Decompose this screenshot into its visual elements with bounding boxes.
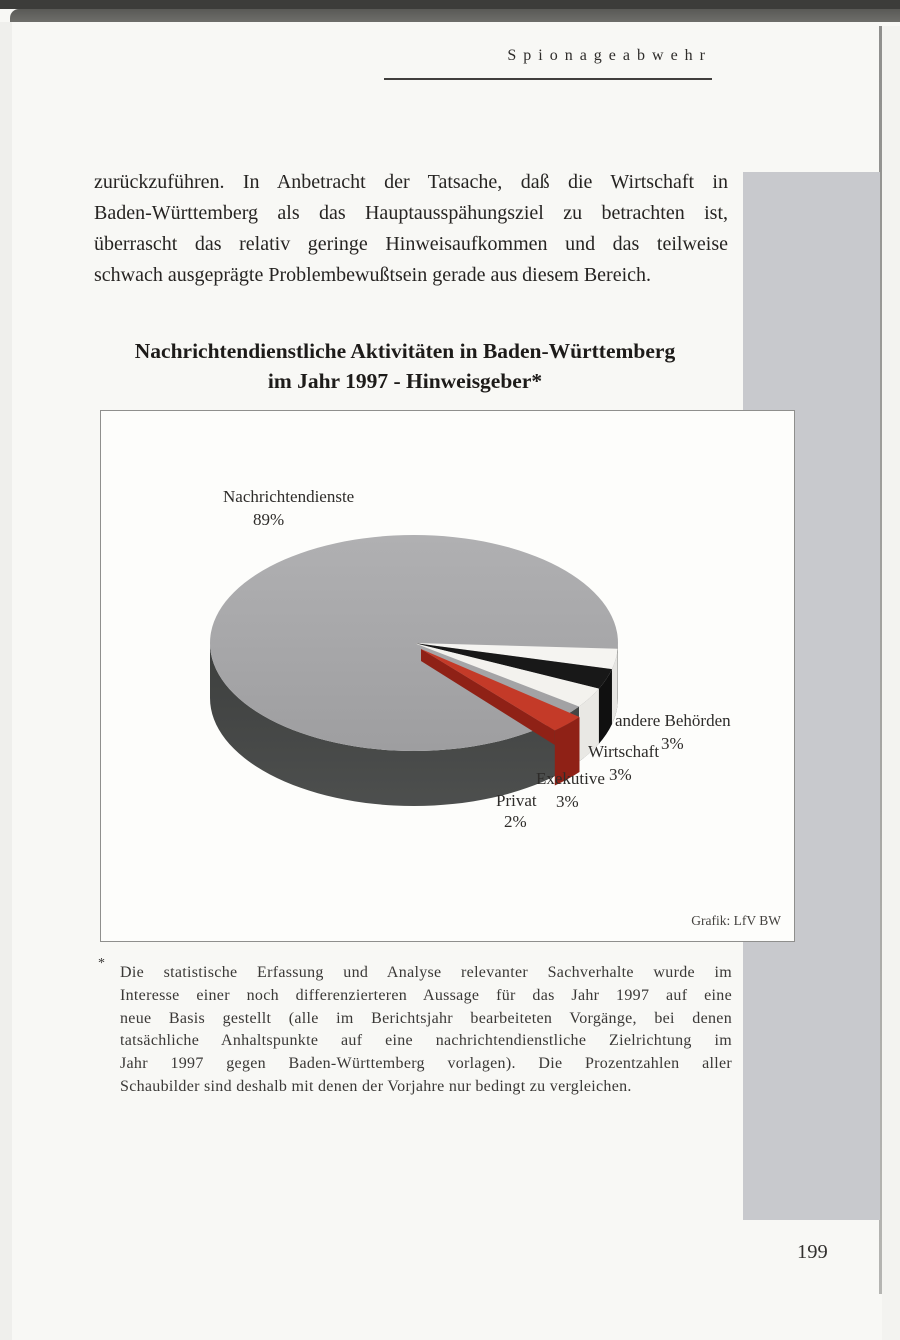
chart-credit: Grafik: LfV BW xyxy=(691,913,781,928)
pie-value-wirtschaft: 3% xyxy=(609,765,632,784)
footnote-line: Interesse einer noch differenzierteren Aussage für das Jahr 1997 auf eine xyxy=(120,986,732,1004)
pie-label-wirtschaft: Wirtschaft xyxy=(588,742,660,761)
footnote-line: tatsächliche Anhaltspunkte auf eine nachrichtendienstliche Zielrichtung im xyxy=(120,1032,732,1050)
footnote-marker: * xyxy=(98,956,105,971)
chart-title xyxy=(55,336,755,396)
scan-right-margin xyxy=(882,26,900,1340)
pie-chart-3d xyxy=(101,411,794,939)
pie-label-nachrichtendienste: Nachrichtendienste xyxy=(223,487,355,506)
footnote xyxy=(120,962,732,1099)
pie-value-exekutive: 3% xyxy=(556,792,579,811)
pie-label-privat: Privat xyxy=(496,791,537,810)
scan-top-edge-inner xyxy=(10,9,900,22)
chart-title-line1: Nachrichtendienstliche Aktivitäten in Baden-Württemberg xyxy=(134,339,676,363)
intro-line: zurückzuführen. In Anbetracht der Tatsache, daß die Wirtschaft in xyxy=(94,171,728,193)
intro-line: überrascht das relativ geringe Hinweisaufkommen und das teilweise xyxy=(94,233,728,255)
running-head-rule xyxy=(384,78,712,80)
pie-label-exekutive: Exekutive xyxy=(536,769,605,788)
footnote-line: Schaubilder sind deshalb mit denen der Vorjahre nur bedingt zu vergleichen. xyxy=(120,1077,632,1095)
pie-value-privat: 2% xyxy=(504,812,527,831)
pie-value-nachrichtendienste: 89% xyxy=(253,510,285,529)
footnote-line: Die statistische Erfassung und Analyse relevanter Sachverhalte wurde im xyxy=(120,964,732,981)
running-head: Spionageabwehr xyxy=(507,47,712,64)
chart-title-line2: im Jahr 1997 - Hinweisgeber* xyxy=(267,369,543,393)
page-number: 199 xyxy=(797,1241,828,1263)
footnote-line: neue Basis gestellt (alle im Berichtsjahr bearbeiteten Vorgänge, bei denen xyxy=(120,1009,732,1027)
footnote-line: Jahr 1997 gegen Baden-Württemberg vorlagen). Die Prozentzahlen aller xyxy=(120,1055,732,1073)
intro-line: Baden-Württemberg als das Hauptausspähungsziel zu betrachten ist, xyxy=(94,202,728,224)
scan-left-margin xyxy=(0,22,12,1340)
scan-top-edge xyxy=(0,0,900,9)
chart-frame xyxy=(100,410,795,942)
pie-value-andere-behoerden: 3% xyxy=(661,734,684,753)
intro-line: schwach ausgeprägte Problembewußtsein gerade aus diesem Bereich. xyxy=(94,264,652,286)
intro-paragraph xyxy=(94,167,728,291)
pie-label-andere-behoerden: andere Behörden xyxy=(615,711,731,730)
